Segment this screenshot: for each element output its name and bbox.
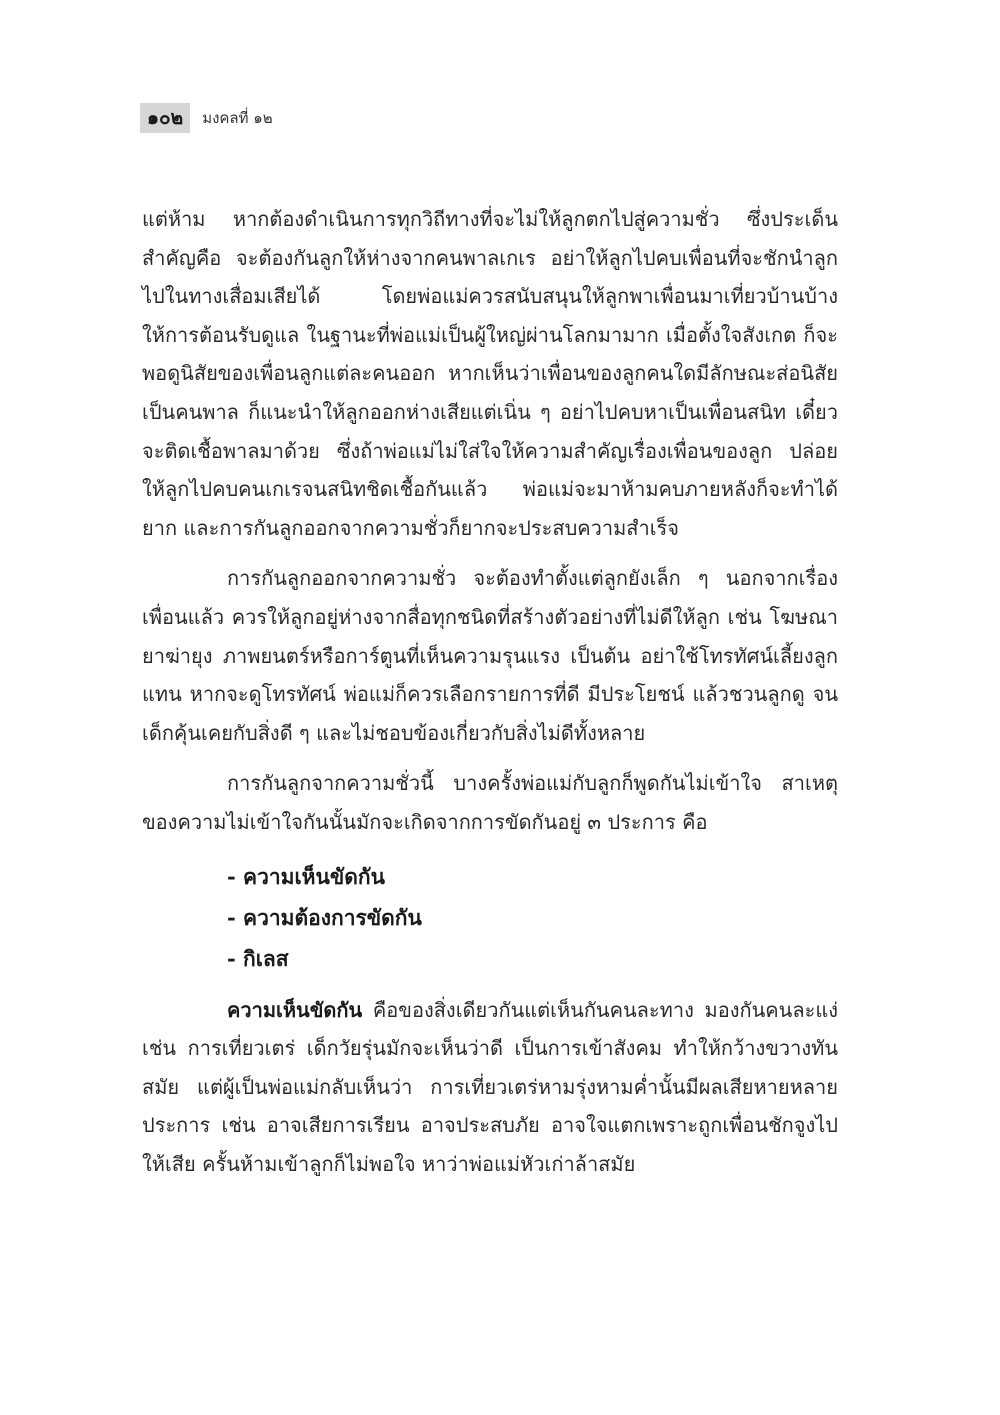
paragraph-3: การกันลูกจากความชั่วนี้ บางครั้งพ่อแม่กับลูกก็พูดกันไม่เข้าใจ สาเหตุของความไม่เข้าใจกันนั้นมักจะเกิดจากการขัดกันอยู่ ๓ ประการ คือ [142, 771, 838, 834]
list-item: - ความต้องการขัดกัน [227, 904, 422, 930]
page-header [140, 103, 273, 133]
body-text [142, 200, 838, 1183]
paragraph-1: แต่ห้าม หากต้องดำเนินการทุกวิถีทางที่จะไม่ให้ลูกตกไปสู่ความชั่ว ซึ่งประเด็นสำคัญคือ จะต้องกันลูกให้ห่างจากคนพาลเกเร อย่าให้ลูกไปคบเพื่อนที่จะชักนำลูกไปในทางเสื่อมเสียได้ โดยพ่อแม่ควรสนับสนุนให้ลูกพาเพื่อนมาเที่ยวบ้านบ้าง ให้การต้อนรับดูแล ในฐานะที่พ่อแม่เป็นผู้ใหญ่ผ่านโลกมามาก เมื่อตั้งใจสังเกต ก็จะพอดูนิสัยของเพื่อนลูกแต่ละคนออก หากเห็นว่าเพื่อนของลูกคนใดมีลักษณะส่อนิสัยเป็นคนพาล ก็แนะนำให้ลูกออกห่างเสียแต่เนิ่น ๆ อย่าไปคบหาเป็นเพื่อนสนิท เดี๋ยวจะติดเชื้อพาลมาด้วย ซึ่งถ้าพ่อแม่ไม่ใส่ใจให้ความสำคัญเรื่องเพื่อนของลูก ปล่อยให้ลูกไปคบคนเกเรจนสนิทชิดเชื้อกันแล้ว พ่อแม่จะมาห้ามคบภายหลังก็จะทำได้ยาก และการกันลูกออกจากความชั่วก็ยากจะประสบความสำเร็จ [142, 207, 838, 540]
paragraph-4-body: คือของสิ่งเดียวกันแต่เห็นกันคนละทาง มองกันคนละแง่ เช่น การเที่ยวเตร่ เด็กวัยรุ่นมักจะเห็นว่าดี เป็นการเข้าสังคม ทำให้กว้างขวางทันสมัย แต่ผู้เป็นพ่อแม่กลับเห็นว่า การเที่ยวเตร่หามรุ่งหามค่ำนั้นมีผลเสียหายหลายประการ เช่น อาจเสียการเรียน อาจประสบภัย อาจใจแตกเพราะถูกเพื่อนชักจูงไปให้เสีย ครั้นห้ามเข้าลูกก็ไม่พอใจ หาว่าพ่อแม่หัวเก่าล้าสมัย [142, 997, 838, 1176]
list-item: - ความเห็นขัดกัน [227, 863, 385, 889]
paragraph-2: การกันลูกออกจากความชั่ว จะต้องทำตั้งแต่ลูกยังเล็ก ๆ นอกจากเรื่องเพื่อนแล้ว ควรให้ลูกอยู่ห่างจากสื่อทุกชนิดที่สร้างตัวอย่างที่ไม่ดีให้ลูก เช่น โฆษณายาฆ่ายุง ภาพยนตร์หรือการ์ตูนที่เห็นความรุนแรง เป็นต้น อย่าใช้โทรทัศน์เลี้ยงลูกแทน หากจะดูโทรทัศน์ พ่อแม่ก็ควรเลือกรายการที่ดี มีประโยชน์ แล้วชวนลูกดู จนเด็กคุ้นเคยกับสิ่งดี ๆ และไม่ชอบข้องเกี่ยวกับสิ่งไม่ดีทั้งหลาย [142, 566, 838, 745]
page-number: ๑๐๒ [140, 103, 190, 133]
paragraph-4-lead: ความเห็นขัดกัน [227, 997, 363, 1022]
running-title: มงคลที่ ๑๒ [202, 109, 273, 127]
conflict-list [142, 856, 838, 979]
list-item: - กิเลส [227, 945, 289, 971]
paragraph-4 [142, 991, 838, 1184]
